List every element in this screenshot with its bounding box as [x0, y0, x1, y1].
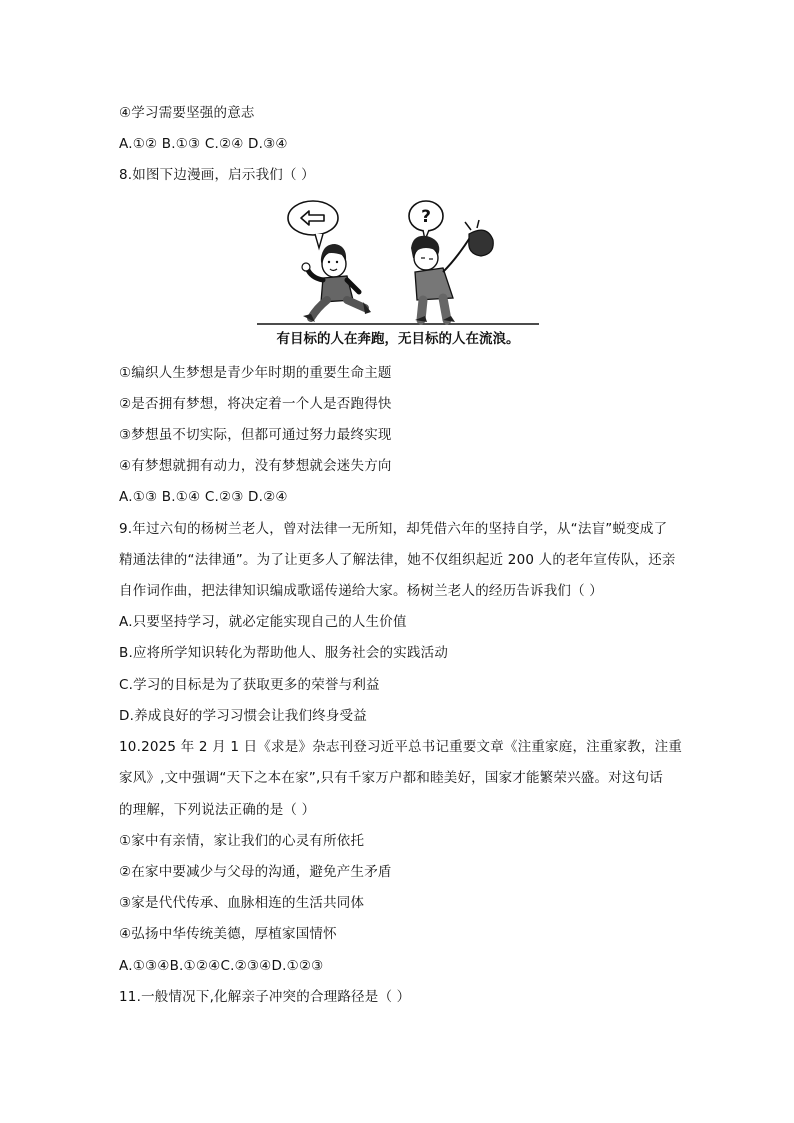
q10-stem-line-2: 家风》,文中强调“天下之本在家”,只有千家万户都和睦美好，国家才能繁荣兴盛。对这句话 [119, 770, 663, 786]
q10-option-1: ①家中有亲情，家让我们的心灵有所依托 [119, 833, 365, 849]
q8-option-3: ③梦想虽不切实际，但都可通过努力最终实现 [119, 427, 392, 443]
q10-stem-line-1: 10.2025 年 2 月 1 日《求是》杂志刊登习近平总书记重要文章《注重家庭，注重家教，注重 [119, 739, 683, 755]
q8-stem: 8.如图下边漫画，启示我们（ ） [119, 167, 315, 183]
q9-option-a: A.只要坚持学习，就必定能实现自己的人生价值 [119, 614, 407, 630]
comic-illustration [257, 196, 539, 348]
q9-option-b: B.应将所学知识转化为帮助他人、服务社会的实践活动 [119, 645, 449, 661]
running-boy [302, 244, 371, 322]
q11-stem: 11.一般情况下,化解亲子冲突的合理路径是（ ） [119, 989, 411, 1005]
q7-answers: A.①② B.①③ C.②④ D.③④ [119, 136, 288, 152]
q9-option-d: D.养成良好的学习习惯会让我们终身受益 [119, 708, 367, 724]
comic-caption: 有目标的人在奔跑，无目标的人在流浪。 [276, 331, 520, 347]
q10-option-3: ③家是代代传承、血脉相连的生活共同体 [119, 895, 365, 911]
q10-stem-line-3: 的理解，下列说法正确的是（ ） [119, 802, 316, 818]
question-mark-text: ? [421, 207, 431, 227]
q9-stem-line-2: 精通法律的“法律通”。为了让更多人了解法律，她不仅组织起近 200 人的老年宣传队，还亲 [119, 552, 676, 568]
right-speech-bubble [409, 201, 443, 240]
left-speech-bubble [288, 201, 338, 248]
q7-option-4: ④学习需要坚强的意志 [119, 105, 255, 121]
q9-stem-line-3: 自作词作曲，把法律知识编成歌谣传递给大家。杨树兰老人的经历告诉我们（ ） [119, 583, 603, 599]
q10-option-2: ②在家中要减少与父母的沟通，避免产生矛盾 [119, 864, 392, 880]
q9-option-c: C.学习的目标是为了获取更多的荣誉与利益 [119, 677, 380, 693]
q10-option-4: ④弘扬中华传统美德，厚植家国情怀 [119, 926, 337, 942]
q10-answers: A.①③④B.①②④C.②③④D.①②③ [119, 958, 324, 974]
q8-option-4: ④有梦想就拥有动力，没有梦想就会迷失方向 [119, 458, 392, 474]
q9-stem-line-1: 9.年过六旬的杨树兰老人，曾对法律一无所知，却凭借六年的坚持自学，从“法盲”蜕变成了 [119, 521, 668, 537]
q8-option-1: ①编织人生梦想是青少年时期的重要生命主题 [119, 365, 392, 381]
wandering-man [411, 220, 493, 322]
q8-option-2: ②是否拥有梦想，将决定着一个人是否跑得快 [119, 396, 392, 412]
q8-answers: A.①③ B.①④ C.②③ D.②④ [119, 489, 288, 505]
